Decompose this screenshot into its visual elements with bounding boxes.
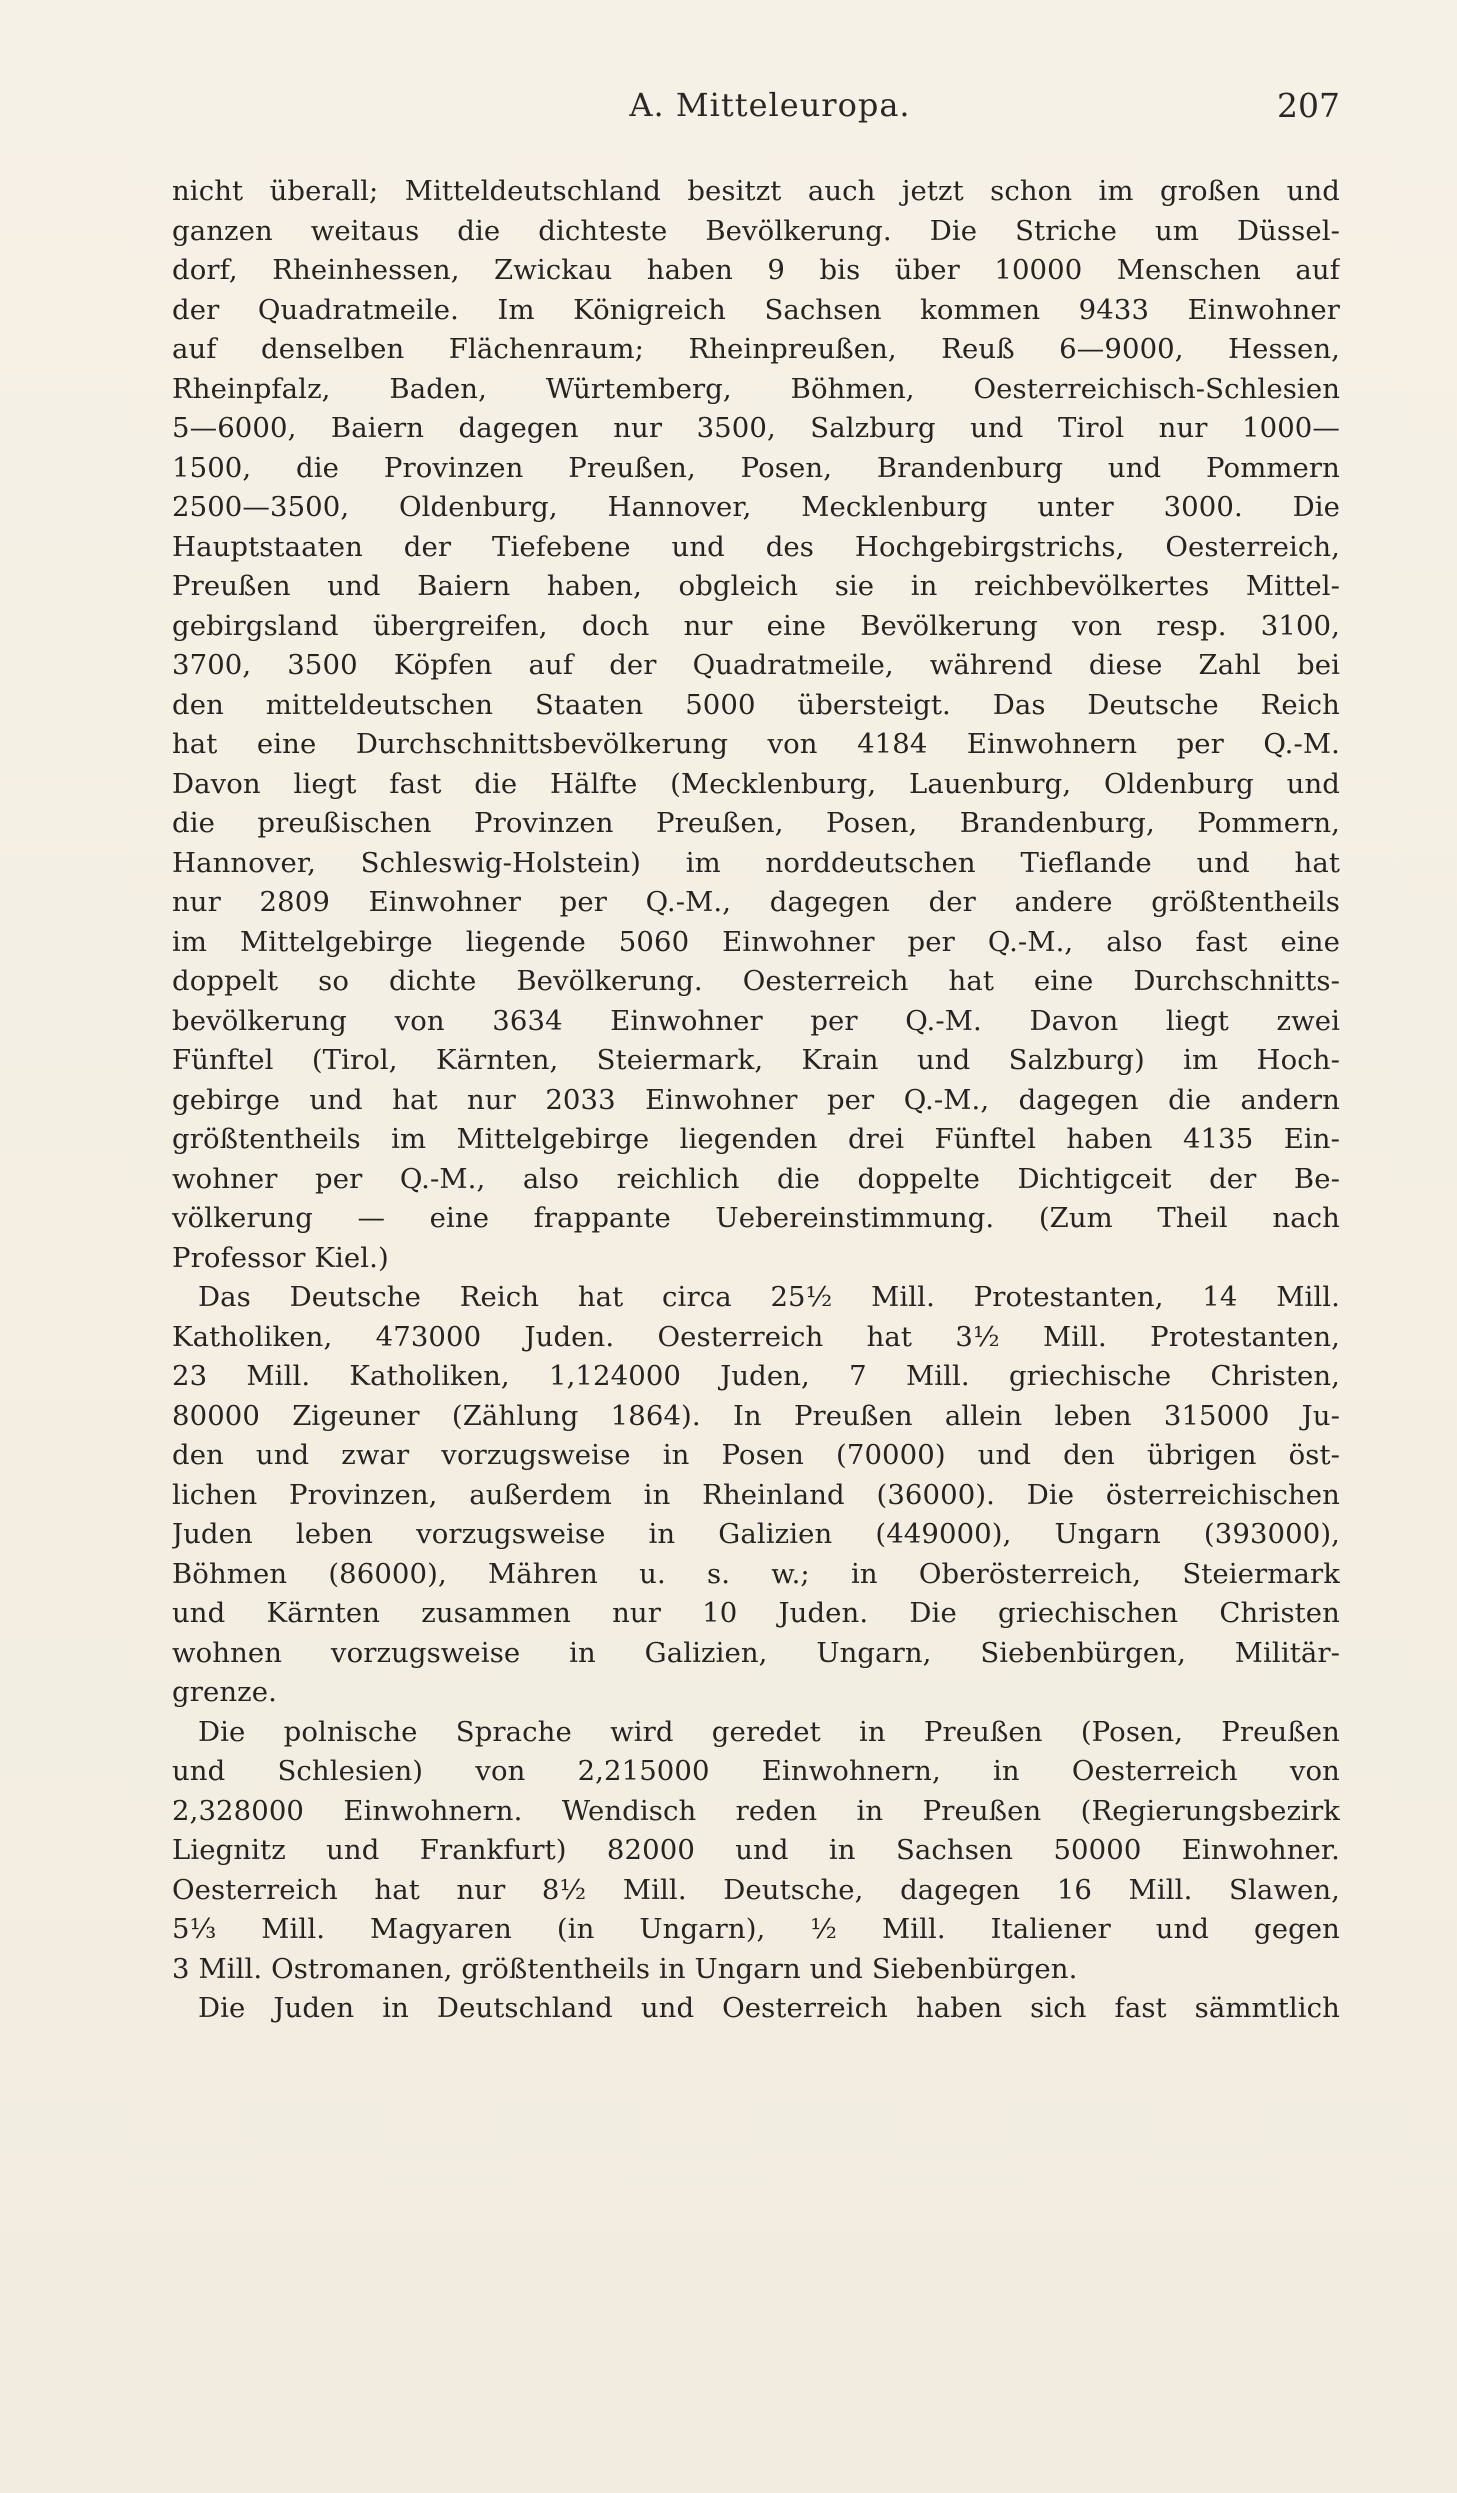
text-line: 3 Mill. Ostromanen, größtentheils in Ungarn und Siebenbürgen. bbox=[172, 1952, 1078, 1985]
text-line: Rheinpfalz, Baden, Würtemberg, Böhmen, Oesterreichisch-Schlesien bbox=[172, 372, 1340, 405]
text-line: Davon liegt fast die Hälfte (Mecklenburg, Lauenburg, Oldenburg und bbox=[172, 767, 1340, 800]
text-line: 1500, die Provinzen Preußen, Posen, Brandenburg und Pommern bbox=[172, 451, 1340, 484]
text-line: nicht überall; Mitteldeutschland besitzt auch jetzt schon im großen und bbox=[172, 175, 1340, 207]
text-line: und Schlesien) von 2,215000 Einwohnern, in Oesterreich von bbox=[172, 1755, 1340, 1787]
text-line: die preußischen Provinzen Preußen, Posen, Brandenburg, Pommern, bbox=[172, 807, 1340, 839]
text-line: Liegnitz und Frankfurt) 82000 und in Sachsen 50000 Einwohner. bbox=[172, 1834, 1340, 1866]
text-line: gebirgsland übergreifen, doch nur eine Bevölkerung von resp. 3100, bbox=[172, 609, 1340, 642]
text-line: lichen Provinzen, außerdem in Rheinland (36000). Die österreichischen bbox=[172, 1478, 1340, 1511]
text-line: Katholiken, 473000 Juden. Oesterreich hat 3½ Mill. Protestanten, bbox=[172, 1320, 1340, 1353]
text-line: Preußen und Baiern haben, obgleich sie in reichbevölkertes Mittel- bbox=[172, 570, 1340, 602]
text-line: wohner per Q.-M., also reichlich die doppelte Dichtigceit der Be- bbox=[172, 1162, 1340, 1195]
text-line: und Kärnten zusammen nur 10 Juden. Die griechischen Christen bbox=[172, 1597, 1340, 1629]
text-line: 80000 Zigeuner (Zählung 1864). In Preußen allein leben 315000 Ju- bbox=[172, 1399, 1340, 1432]
text-line: ganzen weitaus die dichteste Bevölkerung. Die Striche um Düssel- bbox=[172, 214, 1340, 247]
running-header bbox=[200, 86, 1340, 138]
text-line: bevölkerung von 3634 Einwohner per Q.-M. Davon liegt zwei bbox=[172, 1004, 1340, 1037]
text-line: Hauptstaaten der Tiefebene und des Hochgebirgstrichs, Oesterreich, bbox=[172, 530, 1340, 563]
text-line: 2,328000 Einwohnern. Wendisch reden in Preußen (Regierungsbezirk bbox=[172, 1794, 1340, 1827]
text-line: hat eine Durchschnittsbevölkerung von 4184 Einwohnern per Q.-M. bbox=[172, 728, 1340, 760]
text-line: dorf, Rheinhessen, Zwickau haben 9 bis über 10000 Menschen auf bbox=[172, 254, 1340, 286]
page-number: 207 bbox=[1277, 86, 1340, 125]
text-line: Böhmen (86000), Mähren u. s. w.; in Oberösterreich, Steiermark bbox=[172, 1557, 1340, 1590]
text-line: den mitteldeutschen Staaten 5000 übersteigt. Das Deutsche Reich bbox=[172, 688, 1340, 721]
text-line: 3700, 3500 Köpfen auf der Quadratmeile, während diese Zahl bei bbox=[172, 649, 1340, 681]
text-line: nur 2809 Einwohner per Q.-M., dagegen der andere größtentheils bbox=[172, 886, 1340, 918]
text-line: im Mittelgebirge liegende 5060 Einwohner per Q.-M., also fast eine bbox=[172, 925, 1340, 958]
text-line: den und zwar vorzugsweise in Posen (70000) und den übrigen öst- bbox=[172, 1439, 1340, 1471]
text-line: 5—6000, Baiern dagegen nur 3500, Salzburg und Tirol nur 1000— bbox=[172, 412, 1340, 444]
text-line: völkerung — eine frappante Uebereinstimmung. (Zum Theil nach bbox=[172, 1202, 1340, 1234]
text-line: der Quadratmeile. Im Königreich Sachsen kommen 9433 Einwohner bbox=[172, 293, 1340, 326]
text-line: Oesterreich hat nur 8½ Mill. Deutsche, dagegen 16 Mill. Slawen, bbox=[172, 1873, 1340, 1906]
text-line: 23 Mill. Katholiken, 1,124000 Juden, 7 Mill. griechische Christen, bbox=[172, 1360, 1340, 1392]
text-line: Hannover, Schleswig-Holstein) im norddeutschen Tieflande und hat bbox=[172, 846, 1340, 879]
text-line: Professor Kiel.) bbox=[172, 1241, 389, 1274]
running-header-title: A. Mitteleuropa. bbox=[629, 86, 911, 124]
text-line: Die polnische Sprache wird geredet in Preußen (Posen, Preußen bbox=[198, 1715, 1340, 1748]
text-line: auf denselben Flächenraum; Rheinpreußen, Reuß 6—9000, Hessen, bbox=[172, 333, 1340, 365]
text-line: 2500—3500, Oldenburg, Hannover, Mecklenburg unter 3000. Die bbox=[172, 491, 1340, 523]
text-line: Das Deutsche Reich hat circa 25½ Mill. Protestanten, 14 Mill. bbox=[198, 1281, 1340, 1313]
text-line: wohnen vorzugsweise in Galizien, Ungarn, Siebenbürgen, Militär- bbox=[172, 1636, 1340, 1669]
text-line: doppelt so dichte Bevölkerung. Oesterreich hat eine Durchschnitts- bbox=[172, 965, 1340, 997]
text-line: größtentheils im Mittelgebirge liegenden drei Fünftel haben 4135 Ein- bbox=[172, 1123, 1340, 1155]
text-line: Die Juden in Deutschland und Oesterreich haben sich fast sämmtlich bbox=[198, 1992, 1340, 2024]
body-text bbox=[172, 172, 1340, 2029]
text-line: gebirge und hat nur 2033 Einwohner per Q.-M., dagegen die andern bbox=[172, 1083, 1340, 1116]
text-line: Juden leben vorzugsweise in Galizien (449000), Ungarn (393000), bbox=[172, 1518, 1340, 1550]
text-line: Fünftel (Tirol, Kärnten, Steiermark, Krain und Salzburg) im Hoch- bbox=[172, 1044, 1340, 1076]
text-line: 5⅓ Mill. Magyaren (in Ungarn), ½ Mill. Italiener und gegen bbox=[172, 1913, 1340, 1945]
text-line: grenze. bbox=[172, 1676, 277, 1708]
